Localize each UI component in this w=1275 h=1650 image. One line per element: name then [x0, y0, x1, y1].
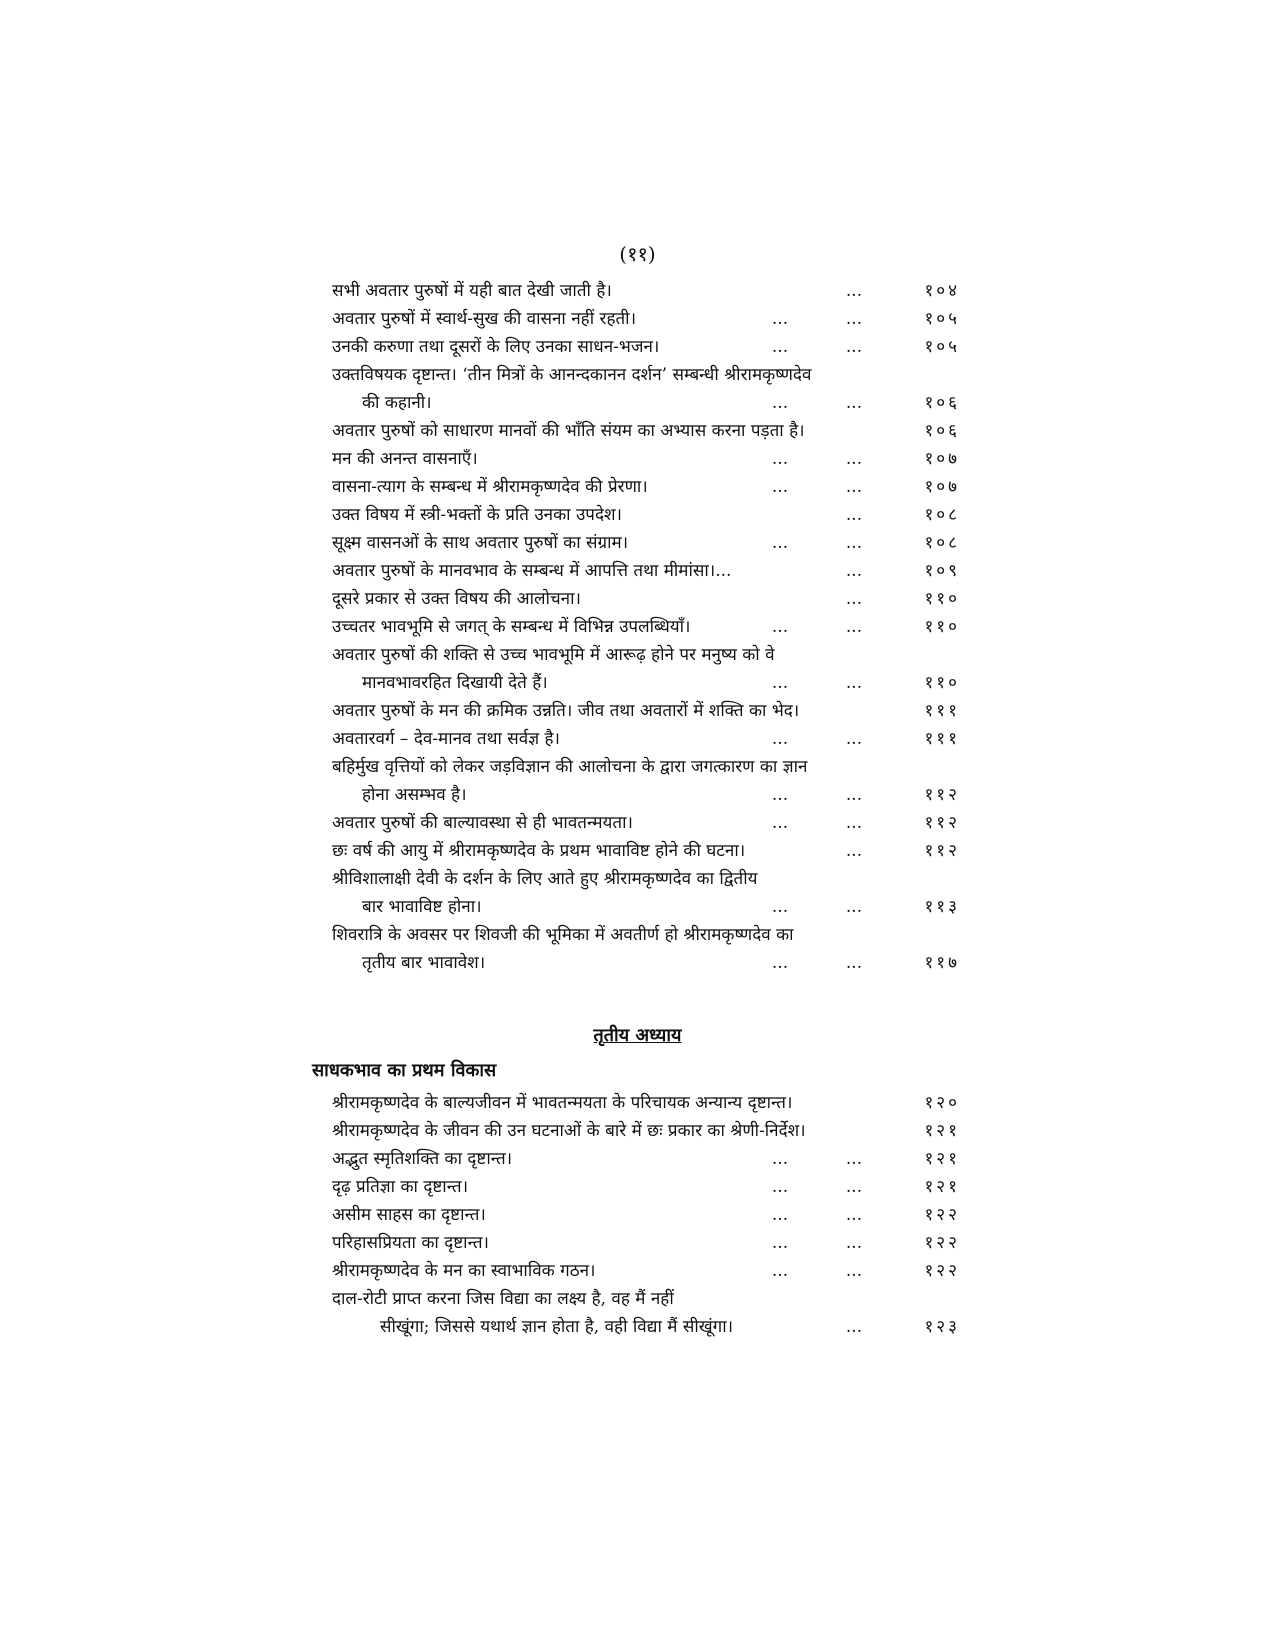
entry-page-number: १०७: [924, 449, 960, 469]
entry-title: वासना-त्याग के सम्बन्ध में श्रीरामकृष्णदेव की प्रेरणा।: [332, 477, 648, 497]
leader-dots: ...: [845, 617, 863, 637]
leader-dots: ...: [771, 617, 789, 637]
leader-dots: ...: [771, 729, 789, 749]
entry-title: सीखूंगा; जिससे यथार्थ ज्ञान होता है, वही विद्या मैं सीखूंगा।: [380, 1317, 734, 1337]
leader-dots: ...: [845, 785, 863, 805]
leader-dots: ...: [845, 1177, 863, 1197]
entry-page-number: ११०: [924, 673, 960, 693]
leader-dots: ...: [771, 1205, 789, 1225]
entry-page-number: १०४: [924, 281, 960, 301]
leader-dots: ...: [845, 673, 863, 693]
chapter-subheading: साधकभाव का प्रथम विकास: [312, 1060, 497, 1081]
toc-entry: [332, 641, 942, 669]
entry-title: दृढ़ प्रतिज्ञा का दृष्टान्त।: [332, 1177, 469, 1197]
leader-dots: ...: [845, 841, 863, 861]
entry-page-number: १२१: [924, 1149, 960, 1169]
entry-page-number: १०८: [924, 505, 960, 525]
leader-dots: ...: [845, 505, 863, 525]
entry-page-number: १२२: [924, 1205, 960, 1225]
toc-entry: [332, 473, 960, 501]
toc-entry: [332, 277, 960, 305]
toc-section-2: [332, 1089, 960, 1341]
toc-entry: [332, 921, 942, 949]
entry-page-number: १११: [924, 729, 960, 749]
page-number: (११): [619, 242, 656, 266]
entry-page-number: १०५: [924, 337, 960, 357]
leader-dots: ...: [845, 309, 863, 329]
toc-entry: [332, 781, 960, 809]
leader-dots: ...: [845, 1233, 863, 1253]
entry-page-number: १०५: [924, 309, 960, 329]
leader-dots: ...: [771, 1261, 789, 1281]
toc-entry: [332, 753, 942, 781]
leader-dots: ...: [771, 477, 789, 497]
entry-page-number: १२३: [924, 1317, 960, 1337]
leader-dots: ...: [845, 477, 863, 497]
entry-page-number: ११२: [924, 813, 960, 833]
entry-title: असीम साहस का दृष्टान्त।: [332, 1205, 486, 1225]
leader-dots: ...: [845, 813, 863, 833]
leader-dots: ...: [771, 1233, 789, 1253]
leader-dots: ...: [845, 1317, 863, 1337]
leader-dots: ...: [845, 449, 863, 469]
entry-title: श्रीविशालाक्षी देवी के दर्शन के लिए आते हुए श्रीरामकृष्णदेव का द्वितीय: [332, 869, 758, 889]
toc-entry: [332, 389, 960, 417]
leader-dots: ...: [845, 1149, 863, 1169]
toc-entry: [332, 697, 960, 725]
toc-entry: [332, 1089, 960, 1117]
leader-dots: ...: [845, 1205, 863, 1225]
entry-title: श्रीरामकृष्णदेव के बाल्यजीवन में भावतन्मयता के परिचायक अन्यान्य दृष्टान्त।: [332, 1093, 793, 1113]
entry-page-number: ११३: [924, 897, 960, 917]
leader-dots: ...: [845, 281, 863, 301]
toc-entry: [332, 1313, 960, 1341]
entry-title: की कहानी।: [362, 393, 432, 413]
toc-entry: [332, 725, 960, 753]
entry-title: छः वर्ष की आयु में श्रीरामकृष्णदेव के प्रथम भावाविष्ट होने की घटना।: [332, 841, 746, 861]
toc-entry: [332, 585, 960, 613]
entry-page-number: ११०: [924, 617, 960, 637]
leader-dots: ...: [771, 897, 789, 917]
entry-title: सभी अवतार पुरुषों में यही बात देखी जाती है।: [332, 281, 612, 301]
leader-dots: ...: [771, 449, 789, 469]
leader-dots: ...: [771, 393, 789, 413]
entry-title: बहिर्मुख वृत्तियों को लेकर जड़विज्ञान की आलोचना के द्वारा जगत्कारण का ज्ञान: [332, 757, 808, 777]
leader-dots: ...: [845, 589, 863, 609]
entry-title: अवतार पुरुषों के मन की क्रमिक उन्नति। जीव तथा अवतारों में शक्ति का भेद।: [332, 701, 800, 721]
leader-dots: ...: [845, 337, 863, 357]
entry-page-number: ११२: [924, 785, 960, 805]
entry-page-number: १२०: [924, 1093, 960, 1113]
entry-title: बार भावाविष्ट होना।: [362, 897, 482, 917]
toc-entry: [332, 417, 960, 445]
entry-title: दाल-रोटी प्राप्त करना जिस विद्या का लक्ष्य है, वह मैं नहीं: [332, 1289, 674, 1309]
toc-entry: [332, 1117, 960, 1145]
entry-title: होना असम्भव है।: [362, 785, 467, 805]
entry-title: उनकी करुणा तथा दूसरों के लिए उनका साधन-भजन।: [332, 337, 660, 357]
entry-title: शिवरात्रि के अवसर पर शिवजी की भूमिका में अवतीर्ण हो श्रीरामकृष्णदेव का: [332, 925, 794, 945]
entry-page-number: १२२: [924, 1233, 960, 1253]
toc-entry: [332, 669, 960, 697]
entry-page-number: १०७: [924, 477, 960, 497]
entry-title: अवतारवर्ग – देव-मानव तथा सर्वज्ञ है।: [332, 729, 560, 749]
toc-entry: [332, 865, 942, 893]
toc-entry: [332, 333, 960, 361]
leader-dots: ...: [845, 393, 863, 413]
toc-entry: [332, 445, 960, 473]
leader-dots: ...: [771, 813, 789, 833]
toc-entry: [332, 1257, 960, 1285]
leader-dots: ...: [771, 337, 789, 357]
entry-title: मन की अनन्त वासनाएँ।: [332, 449, 478, 469]
entry-title: अवतार पुरुषों को साधारण मानवों की भाँति संयम का अभ्यास करना पड़ता है।: [332, 421, 805, 441]
entry-title: श्रीरामकृष्णदेव के मन का स्वाभाविक गठन।: [332, 1261, 596, 1281]
toc-entry: [332, 501, 960, 529]
entry-title: उक्त विषय में स्त्री-भक्तों के प्रति उनका उपदेश।: [332, 505, 622, 525]
toc-section-1: [332, 277, 960, 977]
toc-entry: [332, 361, 942, 389]
entry-title: श्रीरामकृष्णदेव के जीवन की उन घटनाओं के बारे में छः प्रकार का श्रेणी-निर्देश।: [332, 1121, 806, 1141]
entry-page-number: १२१: [924, 1177, 960, 1197]
leader-dots: ...: [771, 1177, 789, 1197]
entry-title: परिहासप्रियता का दृष्टान्त।: [332, 1233, 489, 1253]
entry-title: उक्तविषयक दृष्टान्त। ‘तीन मित्रों के आनन्दकानन दर्शन’ सम्बन्धी श्रीरामकृष्णदेव: [332, 365, 812, 385]
entry-page-number: १११: [924, 701, 960, 721]
toc-entry: [332, 613, 960, 641]
leader-dots: ...: [845, 533, 863, 553]
entry-page-number: ११२: [924, 841, 960, 861]
leader-dots: ...: [771, 1149, 789, 1169]
entry-title: अवतार पुरुषों के मानवभाव के सम्बन्ध में आपत्ति तथा मीमांसा।...: [332, 561, 732, 581]
toc-entry: [332, 1145, 960, 1173]
entry-page-number: १०६: [924, 393, 960, 413]
toc-entry: [332, 1285, 942, 1313]
entry-page-number: १०९: [924, 561, 960, 581]
leader-dots: ...: [845, 953, 863, 973]
entry-page-number: ११०: [924, 589, 960, 609]
leader-dots: ...: [771, 673, 789, 693]
entry-title: अवतार पुरुषों की शक्ति से उच्च भावभूमि में आरूढ़ होने पर मनुष्य को वे: [332, 645, 775, 665]
toc-entry: [332, 557, 960, 585]
entry-page-number: ११७: [924, 953, 960, 973]
leader-dots: ...: [845, 897, 863, 917]
toc-entry: [332, 1173, 960, 1201]
entry-title: दूसरे प्रकार से उक्त विषय की आलोचना।: [332, 589, 581, 609]
entry-page-number: १०८: [924, 533, 960, 553]
leader-dots: ...: [845, 729, 863, 749]
toc-entry: [332, 529, 960, 557]
toc-entry: [332, 893, 960, 921]
leader-dots: ...: [771, 953, 789, 973]
entry-page-number: १२१: [924, 1121, 960, 1141]
toc-entry: [332, 1229, 960, 1257]
toc-entry: [332, 1201, 960, 1229]
toc-entry: [332, 305, 960, 333]
leader-dots: ...: [845, 1261, 863, 1281]
entry-title: अवतार पुरुषों में स्वार्थ-सुख की वासना नहीं रहती।: [332, 309, 637, 329]
toc-entry: [332, 809, 960, 837]
entry-page-number: १२२: [924, 1261, 960, 1281]
leader-dots: ...: [845, 561, 863, 581]
entry-title: सूक्ष्म वासनओं के साथ अवतार पुरुषों का संग्राम।: [332, 533, 629, 553]
entry-title: मानवभावरहित दिखायी देते हैं।: [362, 673, 548, 693]
entry-title: उच्चतर भावभूमि से जगत् के सम्बन्ध में विभिन्न उपलब्धियाँ।: [332, 617, 691, 637]
leader-dots: ...: [771, 533, 789, 553]
entry-page-number: १०६: [924, 421, 960, 441]
leader-dots: ...: [771, 785, 789, 805]
toc-entry: [332, 837, 960, 865]
chapter-heading: तृतीय अध्याय: [593, 1025, 682, 1046]
entry-title: अद्भुत स्मृतिशक्ति का दृष्टान्त।: [332, 1149, 513, 1169]
toc-entry: [332, 949, 960, 977]
entry-title: तृतीय बार भावावेश।: [362, 953, 486, 973]
entry-title: अवतार पुरुषों की बाल्यावस्था से ही भावतन्मयता।: [332, 813, 633, 833]
leader-dots: ...: [771, 309, 789, 329]
